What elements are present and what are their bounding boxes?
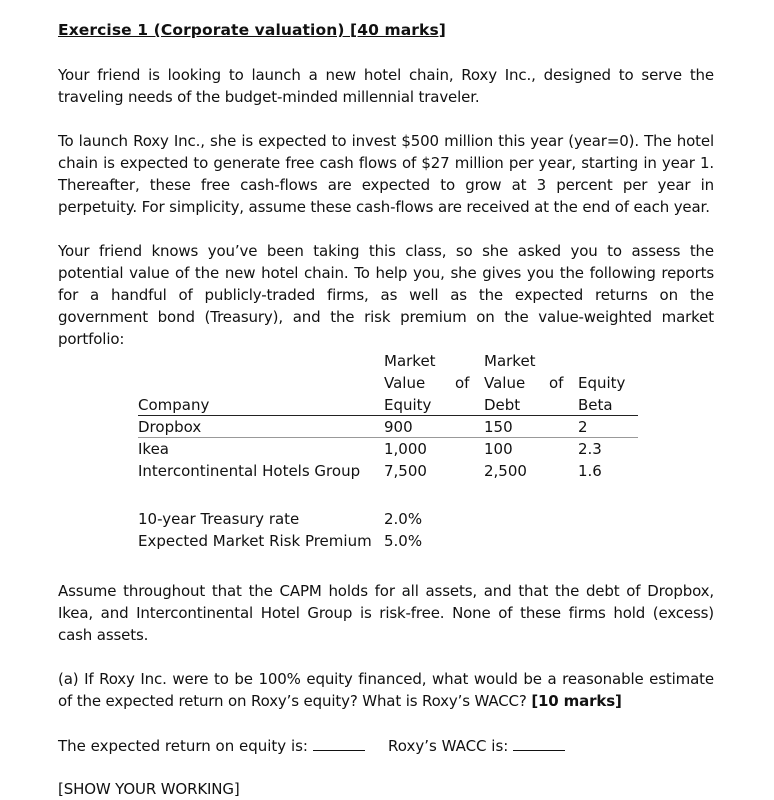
header-debt-of: of [549, 374, 564, 392]
context-paragraph: Your friend knows you’ve been taking this class, so she asked you to assess the potential value of the new hotel chain. To help you, she gives you the following reports for a handful of publicly-traded firms, as well as the expected returns on the government bond (Treasury), and the risk premium on the value-weighted market portfolio: [58, 242, 714, 348]
exercise-title: Exercise 1 (Corporate valuation) [40 marks] [58, 21, 446, 39]
question-a-text: (a) If Roxy Inc. were to be 100% equity financed, what would be a reasonable estimate of the expected return on Roxy’s equity? What is Roxy’s WACC? [58, 670, 714, 710]
equity-return-label: The expected return on equity is: [58, 734, 365, 757]
row-dropbox-beta: 2 [578, 418, 588, 436]
document-page [58, 18, 714, 800]
row-ihg-beta: 1.6 [578, 462, 602, 480]
header-equity-line2: Value [384, 374, 426, 392]
row-dropbox-company: Dropbox [138, 418, 202, 436]
header-equity-of: of [455, 374, 470, 392]
header-equity-line3: Equity [384, 396, 432, 414]
row-ihg-company: Intercontinental Hotels Group [138, 462, 361, 480]
wacc-blank[interactable] [513, 734, 565, 751]
comparables-table [138, 350, 638, 480]
header-beta-line2: Equity [578, 374, 626, 392]
treasury-rate-label: 10-year Treasury rate [138, 510, 300, 528]
header-debt-line3: Debt [484, 396, 521, 414]
show-working-note: [SHOW YOUR WORKING] [58, 780, 240, 798]
row-ikea-company: Ikea [138, 440, 169, 458]
row-ikea-equity: 1,000 [384, 440, 427, 458]
row-dropbox-debt: 150 [484, 418, 513, 436]
treasury-rate-value: 2.0% [384, 510, 423, 528]
market-risk-premium-label: Expected Market Risk Premium [138, 532, 372, 550]
row-ihg-equity: 7,500 [384, 462, 427, 480]
intro-paragraph: Your friend is looking to launch a new hotel chain, Roxy Inc., designed to serve the traveling needs of the budget-minded millennial traveler. [58, 66, 714, 106]
header-debt-line2: Value [484, 374, 526, 392]
header-equity-line1: Market [384, 352, 436, 370]
question-a [58, 668, 714, 712]
market-rates [138, 508, 714, 558]
assumptions-paragraph: Assume throughout that the CAPM holds for all assets, and that the debt of Dropbox, Ikea, and Intercontinental Hotel Group is risk-free. None of these firms hold (excess) cash assets. [58, 582, 714, 644]
header-debt-line1: Market [484, 352, 536, 370]
row-ikea-debt: 100 [484, 440, 513, 458]
header-beta-line3: Beta [578, 396, 613, 414]
wacc-label: Roxy’s WACC is: [388, 734, 565, 757]
question-a-marks: [10 marks] [531, 692, 622, 710]
row-ikea-beta: 2.3 [578, 440, 602, 458]
answer-line [58, 734, 714, 756]
investment-paragraph: To launch Roxy Inc., she is expected to invest $500 million this year (year=0). The hotel chain is expected to generate free cash flows of $27 million per year, starting in year 1. Thereafter, these free cash-flows are expected to grow at 3 percent per year in perpetuity. For simplicity, assume these cash-flows are received at the end of each year. [58, 132, 714, 216]
header-company: Company [138, 396, 210, 414]
equity-return-blank[interactable] [313, 734, 365, 751]
row-ihg-debt: 2,500 [484, 462, 527, 480]
row-dropbox-equity: 900 [384, 418, 413, 436]
market-risk-premium-value: 5.0% [384, 532, 423, 550]
